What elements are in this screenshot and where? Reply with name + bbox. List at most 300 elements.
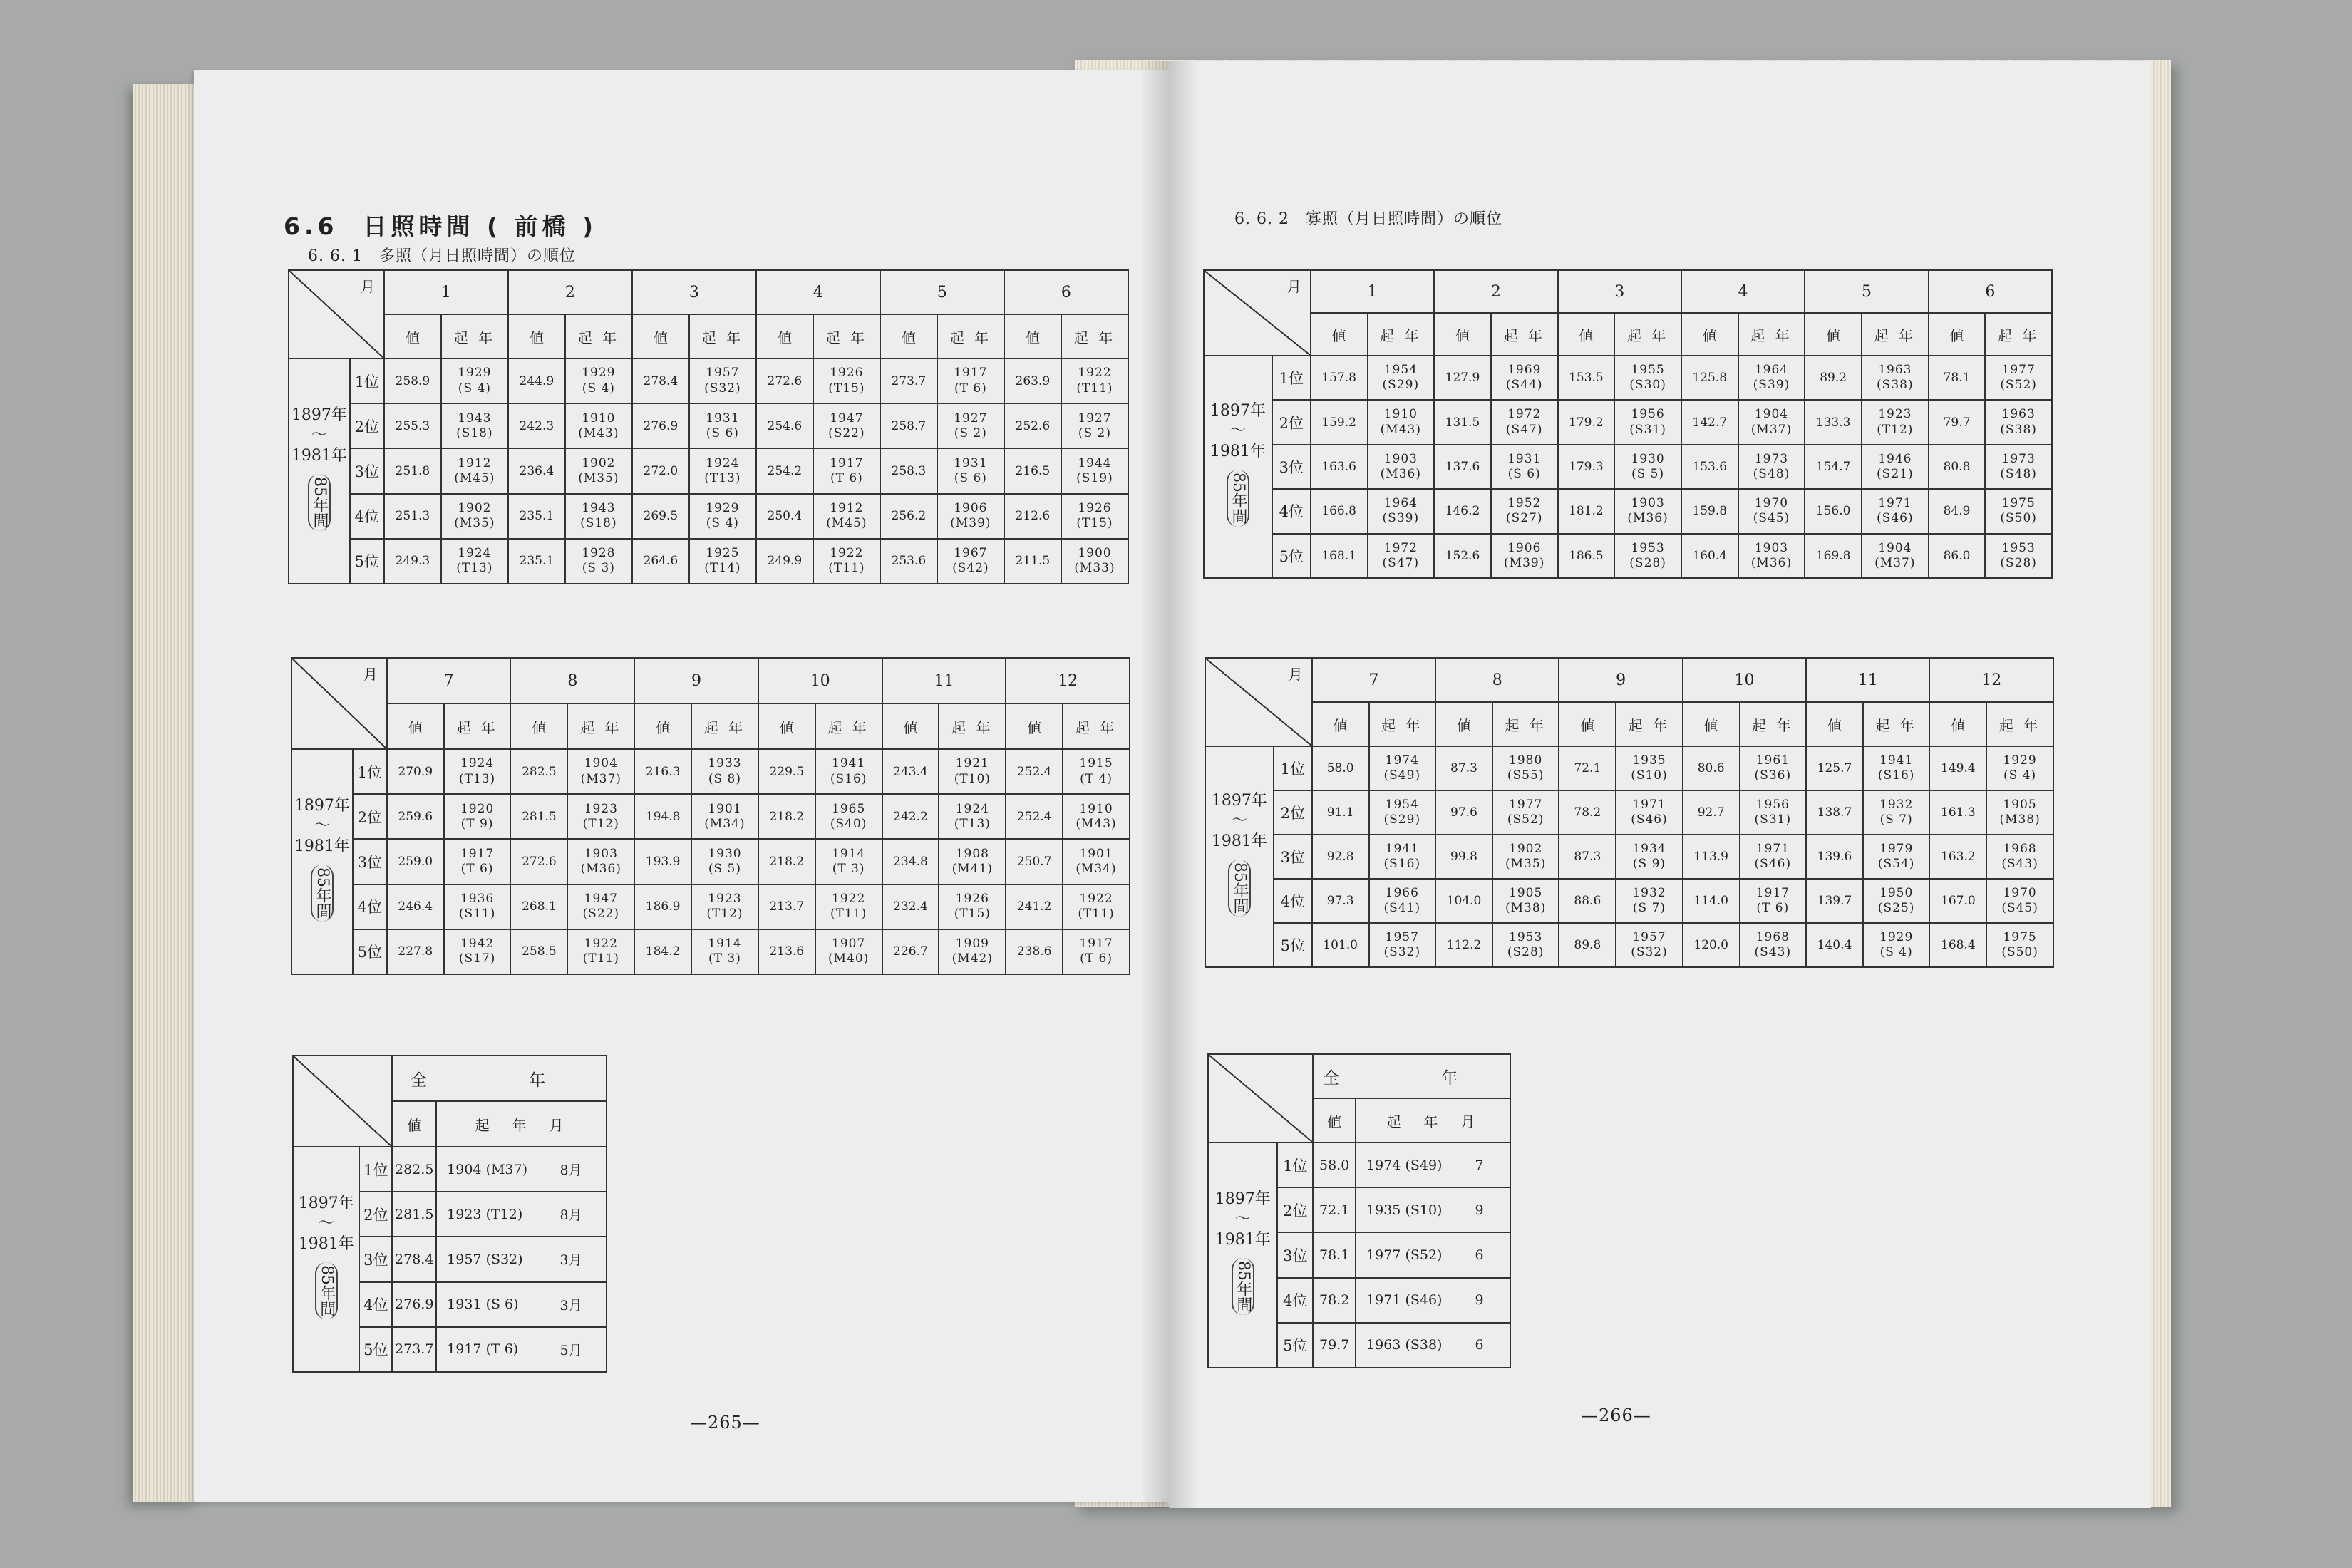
year-era: (T11) bbox=[582, 951, 619, 966]
year-era: (S32) bbox=[1383, 945, 1421, 959]
occurrence-year bbox=[1614, 534, 1681, 578]
occurrence-year bbox=[1986, 923, 2053, 967]
sunshine-value: 87.3 bbox=[1559, 835, 1616, 879]
period-start: 1897年 bbox=[294, 796, 350, 815]
sunshine-value: 104.0 bbox=[1435, 879, 1492, 923]
year-western: 1970 bbox=[1754, 496, 1789, 511]
year-era: (S16) bbox=[1877, 768, 1915, 783]
year-western: 1928 bbox=[582, 546, 616, 561]
year-era: (S43) bbox=[2001, 857, 2038, 871]
year-western: 1920 bbox=[460, 801, 495, 816]
annual-year: 1904 (M37) bbox=[436, 1147, 557, 1192]
year-western: 1924 bbox=[955, 801, 989, 816]
period-years: 85年間 bbox=[1232, 1258, 1254, 1315]
year-era: (T 6) bbox=[460, 861, 494, 876]
sunshine-value: 227.8 bbox=[387, 929, 444, 974]
year-header: 起 年 bbox=[1369, 702, 1436, 746]
year-western: 1905 bbox=[1509, 885, 1543, 900]
value-header: 値 bbox=[1806, 702, 1863, 746]
year-western: 1964 bbox=[1754, 362, 1789, 377]
year-era: (S28) bbox=[1507, 945, 1544, 959]
rank-label: 4位 bbox=[1277, 1278, 1313, 1323]
year-western: 1927 bbox=[1078, 411, 1112, 425]
period-cell bbox=[289, 359, 350, 584]
occurrence-year bbox=[1986, 790, 2053, 835]
sunshine-value: 133.3 bbox=[1805, 400, 1862, 444]
occurrence-year bbox=[1863, 835, 1930, 879]
year-era: (M34) bbox=[1076, 861, 1117, 876]
occurrence-year bbox=[937, 494, 1004, 539]
occurrence-year bbox=[691, 839, 758, 884]
year-era: (S29) bbox=[1383, 813, 1421, 827]
sunshine-value: 259.6 bbox=[387, 794, 444, 839]
sunshine-value: 154.7 bbox=[1805, 445, 1862, 489]
table-row bbox=[1205, 746, 2053, 790]
year-era: (S 2) bbox=[1078, 425, 1112, 440]
rank-label: 5位 bbox=[353, 929, 387, 974]
year-era: (M36) bbox=[1627, 511, 1668, 526]
year-era: (S31) bbox=[1754, 813, 1792, 827]
occurrence-year bbox=[1369, 835, 1436, 879]
year-western: 1980 bbox=[1509, 753, 1543, 768]
year-western: 1957 bbox=[706, 366, 740, 381]
book-page-edges-left bbox=[133, 84, 197, 1502]
period-cell bbox=[292, 749, 353, 974]
sunshine-value: 159.2 bbox=[1311, 400, 1368, 444]
section-number: 6.6 bbox=[284, 212, 339, 240]
value-header: 値 bbox=[1006, 703, 1063, 749]
sunshine-value: 153.5 bbox=[1558, 356, 1615, 400]
year-era: (M39) bbox=[1504, 555, 1545, 570]
sunshine-value: 166.8 bbox=[1311, 489, 1368, 533]
annual-year: 1957 (S32) bbox=[436, 1237, 557, 1281]
period-years: 85年間 bbox=[308, 474, 331, 531]
value-header: 値 bbox=[758, 703, 815, 749]
occurrence-year bbox=[567, 839, 634, 884]
year-era: (S50) bbox=[2000, 511, 2037, 526]
value-header: 値 bbox=[1929, 313, 1986, 356]
year-western: 1931 bbox=[706, 411, 740, 425]
rank-label: 1位 bbox=[359, 1147, 392, 1192]
sunshine-value: 264.6 bbox=[632, 539, 689, 584]
sunshine-value: 120.0 bbox=[1683, 923, 1740, 967]
month-header: 2 bbox=[508, 270, 632, 314]
year-era: (T15) bbox=[1076, 516, 1113, 531]
sunshine-value: 258.3 bbox=[880, 448, 937, 493]
occurrence-year bbox=[1616, 923, 1683, 967]
rank-label: 1位 bbox=[350, 359, 384, 403]
rank-label: 1位 bbox=[353, 749, 387, 794]
occurrence-year bbox=[1491, 400, 1558, 444]
year-era: (S46) bbox=[1631, 813, 1668, 827]
sunshine-value: 250.4 bbox=[756, 494, 813, 539]
occurrence-year bbox=[1863, 746, 1930, 790]
year-western: 1970 bbox=[2003, 885, 2037, 900]
sunshine-value: 258.9 bbox=[384, 359, 441, 403]
year-era: (S 2) bbox=[954, 425, 987, 440]
table-row bbox=[1204, 400, 2052, 444]
year-era: (M45) bbox=[454, 470, 495, 485]
sunshine-value: 258.5 bbox=[510, 929, 567, 974]
year-era: (S16) bbox=[830, 771, 867, 786]
year-era: (M34) bbox=[704, 816, 746, 831]
occurrence-year bbox=[1492, 790, 1559, 835]
year-western: 1927 bbox=[954, 411, 988, 425]
year-header: 起 年 bbox=[1368, 313, 1435, 356]
annual-year: 1923 (T12) bbox=[436, 1192, 557, 1237]
year-western: 1936 bbox=[460, 891, 495, 906]
value-header: 値 bbox=[1434, 313, 1491, 356]
sunshine-value: 142.7 bbox=[1681, 400, 1738, 444]
year-era: (S48) bbox=[1753, 466, 1790, 481]
sunshine-value: 72.1 bbox=[1559, 746, 1616, 790]
period-years: 85年間 bbox=[1228, 860, 1251, 917]
occurrence-year bbox=[565, 403, 632, 448]
year-western: 1904 bbox=[584, 756, 618, 771]
rank-label: 2位 bbox=[1277, 1187, 1313, 1232]
sunshine-value: 157.8 bbox=[1311, 356, 1368, 400]
year-era: (S 6) bbox=[954, 470, 987, 485]
occurrence-year bbox=[1368, 356, 1435, 400]
year-western: 1922 bbox=[832, 891, 866, 906]
occurrence-year bbox=[1369, 790, 1436, 835]
year-era: (M43) bbox=[1380, 422, 1421, 437]
year-era: (T15) bbox=[828, 381, 865, 396]
occurrence-year bbox=[565, 539, 632, 584]
year-header: 起 年 bbox=[691, 703, 758, 749]
year-western: 1955 bbox=[1631, 362, 1665, 377]
period-start: 1897年 bbox=[1209, 401, 1266, 420]
year-era: (T 6) bbox=[1080, 951, 1113, 966]
year-western: 1950 bbox=[1879, 885, 1914, 900]
year-era: (S49) bbox=[1383, 768, 1421, 783]
table-row bbox=[1205, 923, 2053, 967]
year-era: (S25) bbox=[1877, 901, 1915, 915]
sunshine-value: 268.1 bbox=[510, 884, 567, 929]
annual-year: 1971 (S46) bbox=[1356, 1278, 1472, 1323]
table-row bbox=[292, 749, 1130, 794]
period-cell bbox=[293, 1147, 359, 1372]
month-label: 月 bbox=[1286, 278, 1301, 295]
sunshine-value: 213.6 bbox=[758, 929, 815, 974]
year-western: 1929 bbox=[582, 366, 616, 381]
rank-label: 4位 bbox=[359, 1282, 392, 1327]
occurrence-year bbox=[1063, 794, 1130, 839]
occurrence-year bbox=[1063, 929, 1130, 974]
year-era: (S 7) bbox=[1879, 813, 1913, 827]
period-tilde: ～ bbox=[314, 817, 330, 835]
year-era: (S10) bbox=[1631, 768, 1668, 783]
sunshine-value: 97.3 bbox=[1312, 879, 1369, 923]
year-era: (S28) bbox=[1629, 555, 1666, 570]
sunshine-value: 213.7 bbox=[758, 884, 815, 929]
value-header: 値 bbox=[1558, 313, 1615, 356]
year-era: (M37) bbox=[1874, 555, 1916, 570]
year-era: (S16) bbox=[1383, 857, 1421, 871]
sunshine-value: 258.7 bbox=[880, 403, 937, 448]
year-header: 起 年 bbox=[1492, 702, 1559, 746]
sunshine-value: 229.5 bbox=[758, 749, 815, 794]
year-western: 1933 bbox=[708, 756, 742, 771]
occurrence-year bbox=[1863, 879, 1930, 923]
occurrence-year bbox=[1616, 746, 1683, 790]
occurrence-year bbox=[1738, 445, 1805, 489]
year-era: (S44) bbox=[1505, 378, 1543, 393]
year-western: 1906 bbox=[954, 500, 988, 515]
year-western: 1964 bbox=[1383, 496, 1418, 511]
year-western: 1908 bbox=[955, 846, 989, 861]
annual-value: 72.1 bbox=[1313, 1187, 1356, 1232]
annual-month: 8月 bbox=[557, 1147, 607, 1192]
rank-label: 4位 bbox=[353, 884, 387, 929]
occurrence-year bbox=[444, 884, 511, 929]
year-era: (S43) bbox=[1754, 945, 1792, 959]
occurrence-year bbox=[813, 359, 880, 403]
year-western: 1977 bbox=[2001, 362, 2036, 377]
value-header: 値 bbox=[634, 703, 691, 749]
year-era: (T13) bbox=[456, 561, 493, 576]
period-years: 85年間 bbox=[1227, 470, 1249, 527]
sunshine-value: 146.2 bbox=[1434, 489, 1491, 533]
year-western: 1941 bbox=[832, 756, 866, 771]
year-western: 1934 bbox=[1632, 841, 1666, 856]
year-era: (S55) bbox=[1507, 768, 1544, 783]
occurrence-year bbox=[565, 494, 632, 539]
occurrence-year bbox=[937, 403, 1004, 448]
page-number-left: —265— bbox=[690, 1413, 760, 1433]
table-row bbox=[1204, 356, 2052, 400]
year-era: (T13) bbox=[704, 470, 741, 485]
monthly-table-right_top bbox=[1203, 269, 2053, 579]
year-header: 起 年 bbox=[1863, 702, 1930, 746]
sunshine-value: 84.9 bbox=[1929, 489, 1986, 533]
occurrence-year bbox=[565, 359, 632, 403]
rank-label: 4位 bbox=[1274, 879, 1312, 923]
year-era: (T12) bbox=[706, 907, 743, 922]
occurrence-year bbox=[1492, 746, 1559, 790]
value-header: 値 bbox=[508, 314, 565, 359]
occurrence-year bbox=[1614, 400, 1681, 444]
year-western: 1947 bbox=[584, 891, 618, 906]
occurrence-year bbox=[1061, 359, 1128, 403]
year-western: 1931 bbox=[954, 455, 988, 470]
year-era: (S 6) bbox=[1507, 466, 1541, 481]
year-western: 1956 bbox=[1631, 407, 1665, 422]
table-row bbox=[1205, 790, 2053, 835]
year-western: 1961 bbox=[1755, 753, 1790, 768]
year-western: 1972 bbox=[1507, 407, 1542, 422]
table-row bbox=[289, 494, 1128, 539]
rank-label: 2位 bbox=[1272, 400, 1311, 444]
table-row bbox=[292, 884, 1130, 929]
sunshine-value: 246.4 bbox=[387, 884, 444, 929]
sunshine-value: 58.0 bbox=[1312, 746, 1369, 790]
occurrence-year bbox=[1491, 356, 1558, 400]
year-era: (S 5) bbox=[1631, 466, 1665, 481]
sunshine-value: 131.5 bbox=[1434, 400, 1491, 444]
month-header: 3 bbox=[1558, 270, 1681, 313]
month-header: 12 bbox=[1929, 658, 2053, 702]
annual-value: 282.5 bbox=[392, 1147, 436, 1192]
rank-label: 5位 bbox=[359, 1327, 392, 1372]
year-header: 起 年 bbox=[939, 703, 1006, 749]
occurrence-year bbox=[1862, 356, 1929, 400]
occurrence-year bbox=[1614, 356, 1681, 400]
occurrence-year bbox=[691, 794, 758, 839]
year-western: 1971 bbox=[1632, 797, 1666, 812]
sunshine-value: 212.6 bbox=[1004, 494, 1061, 539]
year-header: 起 年 bbox=[1063, 703, 1130, 749]
year-era: (T11) bbox=[1076, 381, 1113, 396]
year-era: (S21) bbox=[1877, 466, 1914, 481]
year-western: 1932 bbox=[1879, 797, 1914, 812]
year-era: (T13) bbox=[458, 771, 496, 786]
year-era: (S 4) bbox=[706, 516, 739, 531]
year-western: 1924 bbox=[458, 546, 492, 561]
sunshine-value: 216.3 bbox=[634, 749, 691, 794]
year-western: 1969 bbox=[1507, 362, 1542, 377]
year-western: 1952 bbox=[1507, 496, 1542, 511]
sunshine-value: 169.8 bbox=[1805, 534, 1862, 578]
year-western: 1925 bbox=[706, 546, 740, 561]
year-era: (M37) bbox=[580, 771, 621, 786]
sunshine-value: 160.4 bbox=[1681, 534, 1738, 578]
period-start: 1897年 bbox=[291, 406, 347, 424]
occurrence-year bbox=[939, 884, 1006, 929]
year-western: 1901 bbox=[1079, 846, 1113, 861]
annual-month: 9 bbox=[1472, 1278, 1510, 1323]
occurrence-year bbox=[1369, 879, 1436, 923]
year-western: 1974 bbox=[1385, 753, 1419, 768]
rank-label: 1位 bbox=[1277, 1143, 1313, 1187]
sunshine-value: 226.7 bbox=[882, 929, 939, 974]
year-era: (S52) bbox=[1507, 813, 1544, 827]
sunshine-value: 167.0 bbox=[1929, 879, 1986, 923]
occurrence-year bbox=[1862, 400, 1929, 444]
year-western: 1929 bbox=[2003, 753, 2037, 768]
period-end: 1981年 bbox=[294, 837, 350, 855]
table-row bbox=[292, 794, 1130, 839]
year-era: (T13) bbox=[954, 816, 991, 831]
period-cell bbox=[1204, 356, 1272, 578]
sunshine-value: 254.6 bbox=[756, 403, 813, 448]
occurrence-year bbox=[1491, 489, 1558, 533]
month-header: 4 bbox=[1681, 270, 1805, 313]
year-era: (S18) bbox=[580, 516, 617, 531]
sunshine-value: 87.3 bbox=[1435, 746, 1492, 790]
year-western: 1975 bbox=[2001, 496, 2036, 511]
year-western: 1910 bbox=[582, 411, 616, 425]
year-western: 1963 bbox=[2001, 407, 2036, 422]
annual-value: 276.9 bbox=[392, 1282, 436, 1327]
year-era: (S45) bbox=[2001, 901, 2038, 915]
rank-label: 3位 bbox=[350, 448, 384, 493]
year-western: 1923 bbox=[584, 801, 618, 816]
period-cell bbox=[1208, 1143, 1277, 1368]
year-era: (M36) bbox=[580, 861, 621, 876]
sunshine-value: 92.8 bbox=[1312, 835, 1369, 879]
occurrence-year bbox=[1986, 879, 2053, 923]
occurrence-year bbox=[1862, 489, 1929, 533]
period-end: 1981年 bbox=[1211, 832, 1267, 850]
sunshine-value: 259.0 bbox=[387, 839, 444, 884]
period-tilde: ～ bbox=[311, 426, 327, 445]
year-header: 起 年 bbox=[441, 314, 508, 359]
sunshine-value: 272.6 bbox=[756, 359, 813, 403]
year-header: 起 年 bbox=[1061, 314, 1128, 359]
sunshine-value: 139.7 bbox=[1806, 879, 1863, 923]
occurrence-year bbox=[1491, 445, 1558, 489]
year-era: (S 8) bbox=[708, 771, 742, 786]
annual-year: 1974 (S49) bbox=[1356, 1143, 1472, 1187]
year-western: 1926 bbox=[1078, 500, 1112, 515]
occurrence-year bbox=[1061, 494, 1128, 539]
year-western: 1941 bbox=[1385, 841, 1419, 856]
rank-label: 4位 bbox=[1272, 489, 1311, 533]
year-western: 1932 bbox=[1632, 885, 1666, 900]
year-era: (T 6) bbox=[830, 470, 863, 485]
year-western: 1957 bbox=[1385, 929, 1419, 944]
sunshine-value: 80.8 bbox=[1929, 445, 1986, 489]
value-header: 値 bbox=[1004, 314, 1061, 359]
year-western: 1904 bbox=[1878, 540, 1912, 555]
occurrence-year bbox=[1738, 400, 1805, 444]
year-western: 1917 bbox=[460, 846, 495, 861]
sunshine-value: 186.9 bbox=[634, 884, 691, 929]
year-era: (S41) bbox=[1383, 901, 1421, 915]
annual-table-left_annual bbox=[292, 1055, 607, 1373]
monthly-table-right_mid bbox=[1205, 657, 2054, 968]
occurrence-year bbox=[937, 539, 1004, 584]
book-gutter bbox=[1140, 61, 1197, 1508]
year-western: 1973 bbox=[1754, 451, 1789, 466]
sunshine-value: 278.4 bbox=[632, 359, 689, 403]
year-era: (S19) bbox=[1076, 470, 1113, 485]
year-era: (M35) bbox=[578, 470, 619, 485]
year-header: 起 年 bbox=[1862, 313, 1929, 356]
occurrence-year bbox=[1740, 835, 1807, 879]
year-era: (S 5) bbox=[708, 861, 742, 876]
sunshine-value: 255.3 bbox=[384, 403, 441, 448]
occurrence-year bbox=[1985, 356, 2052, 400]
year-era: (T 6) bbox=[954, 381, 987, 396]
year-era: (M35) bbox=[454, 516, 495, 531]
period-end: 1981年 bbox=[1214, 1230, 1271, 1249]
year-western: 1968 bbox=[2003, 841, 2037, 856]
sunshine-value: 78.1 bbox=[1929, 356, 1986, 400]
annual-year: 1935 (S10) bbox=[1356, 1187, 1472, 1232]
sunshine-value: 113.9 bbox=[1683, 835, 1740, 879]
annual-table-right_annual bbox=[1207, 1053, 1511, 1368]
sunshine-value: 91.1 bbox=[1312, 790, 1369, 835]
rank-label: 5位 bbox=[1277, 1323, 1313, 1368]
annual-month: 3月 bbox=[557, 1237, 607, 1281]
year-era: (S39) bbox=[1382, 511, 1420, 526]
period-cell bbox=[1205, 746, 1274, 967]
year-era: (S11) bbox=[458, 907, 496, 922]
year-era: (S 9) bbox=[1632, 857, 1666, 871]
year-western: 1924 bbox=[460, 756, 495, 771]
sunshine-value: 218.2 bbox=[758, 794, 815, 839]
sunshine-value: 211.5 bbox=[1004, 539, 1061, 584]
sunshine-value: 256.2 bbox=[880, 494, 937, 539]
sunshine-value: 235.1 bbox=[508, 494, 565, 539]
rank-label: 5位 bbox=[350, 539, 384, 584]
occurrence-year bbox=[567, 884, 634, 929]
sunshine-value: 193.9 bbox=[634, 839, 691, 884]
table-row bbox=[1204, 489, 2052, 533]
sunshine-value: 97.6 bbox=[1435, 790, 1492, 835]
